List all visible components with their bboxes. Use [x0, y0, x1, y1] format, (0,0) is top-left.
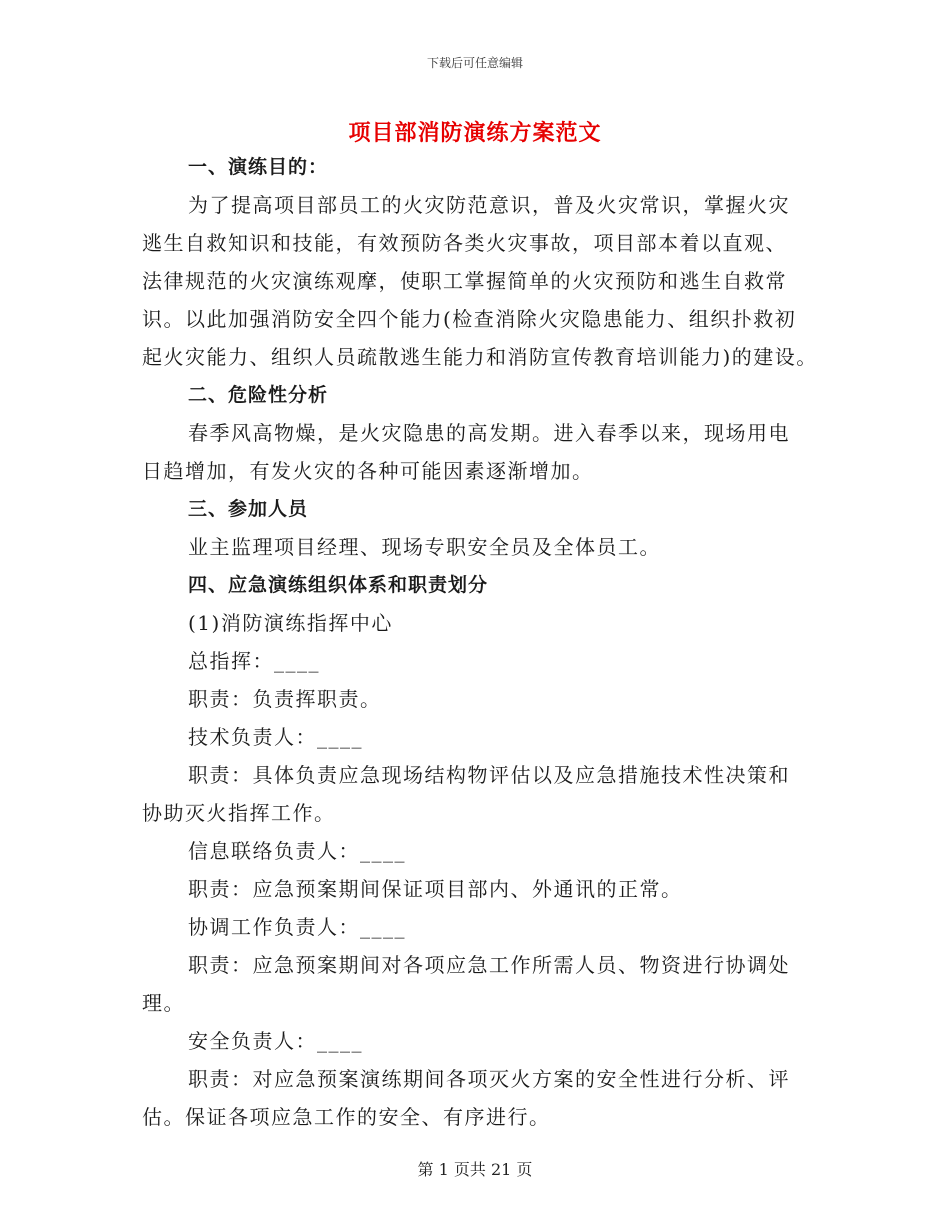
section-heading: 一、演练目的： — [188, 156, 329, 178]
paragraph-line: 识。以此加强消防安全四个能力(检查消除火灾隐患能力、组织扑救初 — [142, 307, 797, 331]
paragraph-line: 法律规范的火灾演练观摩，使职工掌握简单的火灾预防和逃生自救常 — [142, 269, 787, 293]
section-heading: 二、危险性分析 — [188, 384, 329, 406]
paragraph-line: 春季风高物燥，是火灾隐患的高发期。进入春季以来，现场用电 — [188, 421, 790, 445]
paragraph-line: 逃生自救知识和技能，有效预防各类火灾事故，项目部本着以直观、 — [142, 231, 787, 255]
role-line: 总指挥：____ — [188, 649, 320, 673]
duty-line: 职责：对应急预案演练期间各项灭火方案的安全性进行分析、评 — [188, 1067, 790, 1091]
page-footer: 第 1 页共 21 页 — [417, 1160, 533, 1179]
duty-line: 职责：应急预案期间对各项应急工作所需人员、物资进行协调处 — [188, 953, 790, 977]
duty-line: 职责：负责挥职责。 — [188, 687, 382, 711]
role-line: 信息联络负责人：____ — [188, 839, 406, 863]
subsection-heading: (1)消防演练指挥中心 — [188, 611, 393, 635]
duty-line: 协助灭火指挥工作。 — [142, 801, 336, 825]
duty-line: 理。 — [142, 991, 185, 1015]
paragraph-line: 起火灾能力、组织人员疏散逃生能力和消防宣传教育培训能力)的建设。 — [142, 345, 818, 369]
role-line: 协调工作负责人：____ — [188, 915, 406, 939]
duty-line: 职责：应急预案期间保证项目部内、外通讯的正常。 — [188, 877, 683, 901]
duty-line: 估。保证各项应急工作的安全、有序进行。 — [142, 1105, 551, 1129]
header-note: 下载后可任意编辑 — [426, 56, 523, 70]
paragraph-line: 为了提高项目部员工的火灾防范意识，普及火灾常识，掌握火灾 — [188, 193, 790, 217]
section-heading: 三、参加人员 — [188, 498, 309, 520]
paragraph-line: 业主监理项目经理、现场专职安全员及全体员工。 — [188, 535, 661, 559]
document-title: 项目部消防演练方案范文 — [348, 121, 602, 146]
role-line: 安全负责人：____ — [188, 1029, 363, 1053]
role-line: 技术负责人：____ — [188, 725, 363, 749]
paragraph-line: 日趋增加，有发火灾的各种可能因素逐渐增加。 — [142, 459, 594, 483]
section-heading: 四、应急演练组织体系和职责划分 — [188, 574, 489, 596]
duty-line: 职责：具体负责应急现场结构物评估以及应急措施技术性决策和 — [188, 763, 790, 787]
document-body — [142, 148, 818, 1136]
